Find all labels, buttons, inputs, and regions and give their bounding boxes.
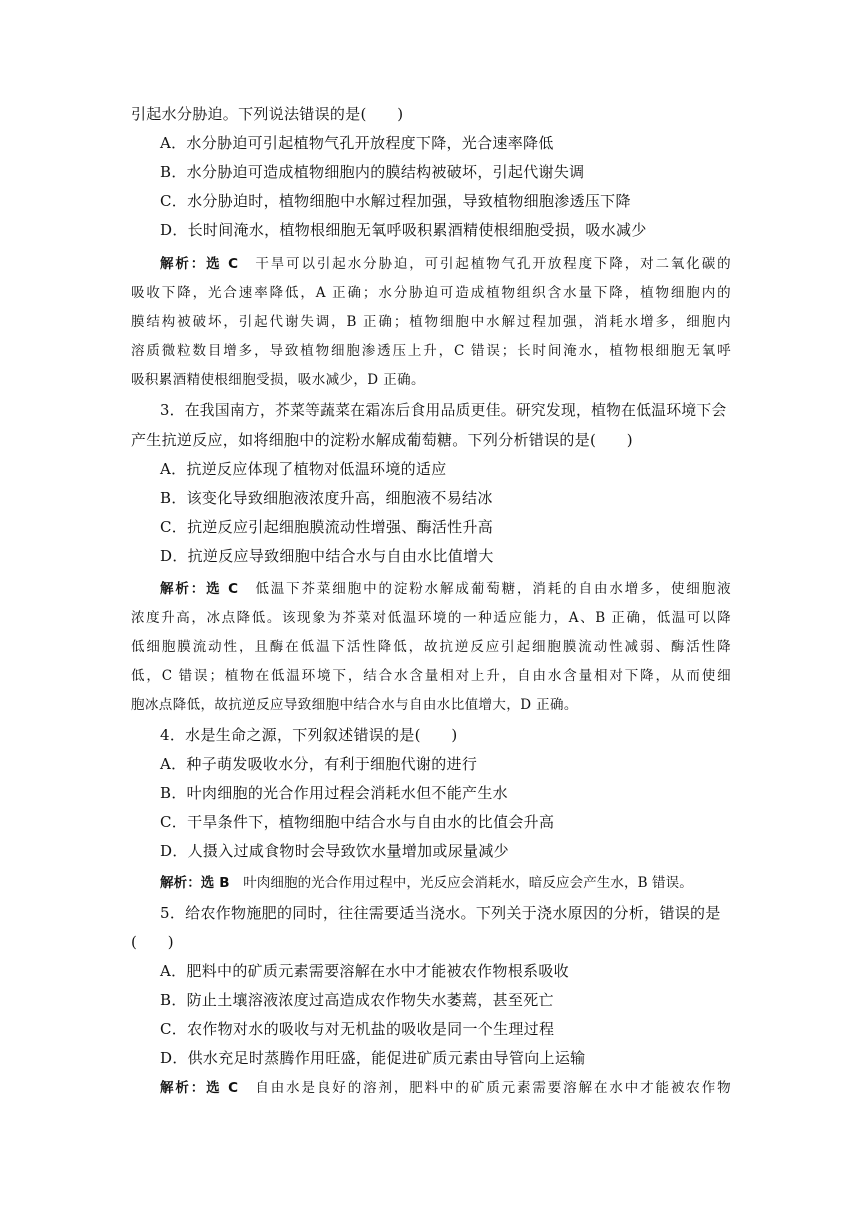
question-5-stem: 5．给农作物施肥的同时，往往需要适当浇水。下列关于浇水原因的分析，错误的是 bbox=[160, 904, 721, 922]
q5-analysis-line-1 bbox=[160, 1077, 731, 1099]
analysis-label: 解析：选 C bbox=[160, 256, 239, 272]
q3-option-d: D．抗逆反应导致细胞中结合水与自由水比值增大 bbox=[160, 547, 494, 565]
q5-option-d: D．供水充足时蒸腾作用旺盛，能促进矿质元素由导管向上运输 bbox=[160, 1049, 586, 1067]
q5-option-c: C．农作物对水的吸收与对无机盐的吸收是同一个生理过程 bbox=[160, 1020, 555, 1038]
question-5-stem-2: ( ) bbox=[131, 933, 174, 951]
analysis-label: 解析：选 C bbox=[160, 581, 239, 597]
q3-analysis-line-4: 低，C 错误；植物在低温环境下，结合水含量相对上升，自由水含量相对下降，从而使细 bbox=[131, 668, 731, 684]
analysis-label: 解析：选 C bbox=[160, 1080, 239, 1096]
q2-option-c: C．水分胁迫时，植物细胞中水解过程加强，导致植物细胞渗透压下降 bbox=[160, 192, 631, 210]
analysis-label: 解析：选 B bbox=[160, 875, 230, 891]
question-3-stem: 3．在我国南方，芥菜等蔬菜在霜冻后食用品质更佳。研究发现，植物在低温环境下会 bbox=[160, 402, 727, 419]
q2-analysis-line-1 bbox=[160, 253, 731, 275]
q3-option-a: A．抗逆反应体现了植物对低温环境的适应 bbox=[160, 460, 447, 478]
q4-option-d: D．人摄入过咸食物时会导致饮水量增加或尿量减少 bbox=[160, 842, 509, 860]
question-4-stem: 4．水是生命之源，下列叙述错误的是( ) bbox=[160, 726, 458, 744]
q5-option-b: B．防止土壤溶液浓度过高造成农作物失水萎蔫，甚至死亡 bbox=[160, 991, 554, 1009]
q2-analysis-line-2: 吸收下降，光合速率降低，A 正确；水分胁迫可造成植物组织含水量下降，植物细胞内的 bbox=[131, 285, 731, 301]
q2-option-a: A．水分胁迫可引起植物气孔开放程度下降，光合速率降低 bbox=[160, 134, 554, 152]
q2-option-b: B．水分胁迫可造成植物细胞内的膜结构被破坏，引起代谢失调 bbox=[160, 163, 585, 181]
q3-option-b: B．该变化导致细胞液浓度升高，细胞液不易结冰 bbox=[160, 489, 493, 507]
q3-analysis-line-2: 浓度升高，冰点降低。该现象为芥菜对低温环境的一种适应能力，A、B 正确，低温可以降 bbox=[131, 610, 731, 626]
question-3-stem-2: 产生抗逆反应，如将细胞中的淀粉水解成葡萄糖。下列分析错误的是( ) bbox=[131, 431, 633, 449]
analysis-text: 自由水是良好的溶剂，肥料中的矿质元素需要溶解在水中才能被农作物 bbox=[238, 1080, 731, 1096]
q3-analysis-line-3: 低细胞膜流动性，且酶在低温下活性降低，故抗逆反应引起细胞膜流动性减弱、酶活性降 bbox=[131, 639, 731, 655]
q2-analysis-line-3: 膜结构被破坏，引起代谢失调，B 正确；植物细胞中水解过程加强，消耗水增多，细胞内 bbox=[131, 314, 731, 330]
analysis-text: 低温下芥菜细胞中的淀粉水解成葡萄糖，消耗的自由水增多，使细胞液 bbox=[238, 581, 731, 597]
q3-analysis-line-5: 胞冰点降低，故抗逆反应导致细胞中结合水与自由水比值增大，D 正确。 bbox=[131, 697, 578, 713]
q2-option-d: D．长时间淹水，植物根细胞无氧呼吸积累酒精使根细胞受损，吸水减少 bbox=[160, 221, 647, 239]
q2-analysis-line-4: 溶质微粒数目增多，导致植物细胞渗透压上升，C 错误；长时间淹水，植物根细胞无氧呼 bbox=[131, 343, 731, 359]
q4-option-c: C．干旱条件下，植物细胞中结合水与自由水的比值会升高 bbox=[160, 813, 555, 831]
q5-option-a: A．肥料中的矿质元素需要溶解在水中才能被农作物根系吸收 bbox=[160, 962, 569, 980]
q2-analysis-line-5: 吸积累酒精使根细胞受损，吸水减少，D 正确。 bbox=[131, 372, 425, 388]
analysis-text: 叶肉细胞的光合作用过程中，光反应会消耗水，暗反应会产生水，B 错误。 bbox=[229, 875, 693, 891]
question-2-stem-end: 引起水分胁迫。下列说法错误的是( ) bbox=[131, 105, 404, 123]
q3-analysis-line-1 bbox=[160, 578, 731, 600]
analysis-text: 干旱可以引起水分胁迫，可引起植物气孔开放程度下降，对二氧化碳的 bbox=[238, 256, 731, 272]
q4-option-b: B．叶肉细胞的光合作用过程会消耗水但不能产生水 bbox=[160, 784, 508, 802]
q3-option-c: C．抗逆反应引起细胞膜流动性增强、酶活性升高 bbox=[160, 518, 494, 536]
q4-option-a: A．种子萌发吸收水分，有利于细胞代谢的进行 bbox=[160, 755, 478, 773]
q4-analysis-line-1 bbox=[160, 872, 731, 894]
